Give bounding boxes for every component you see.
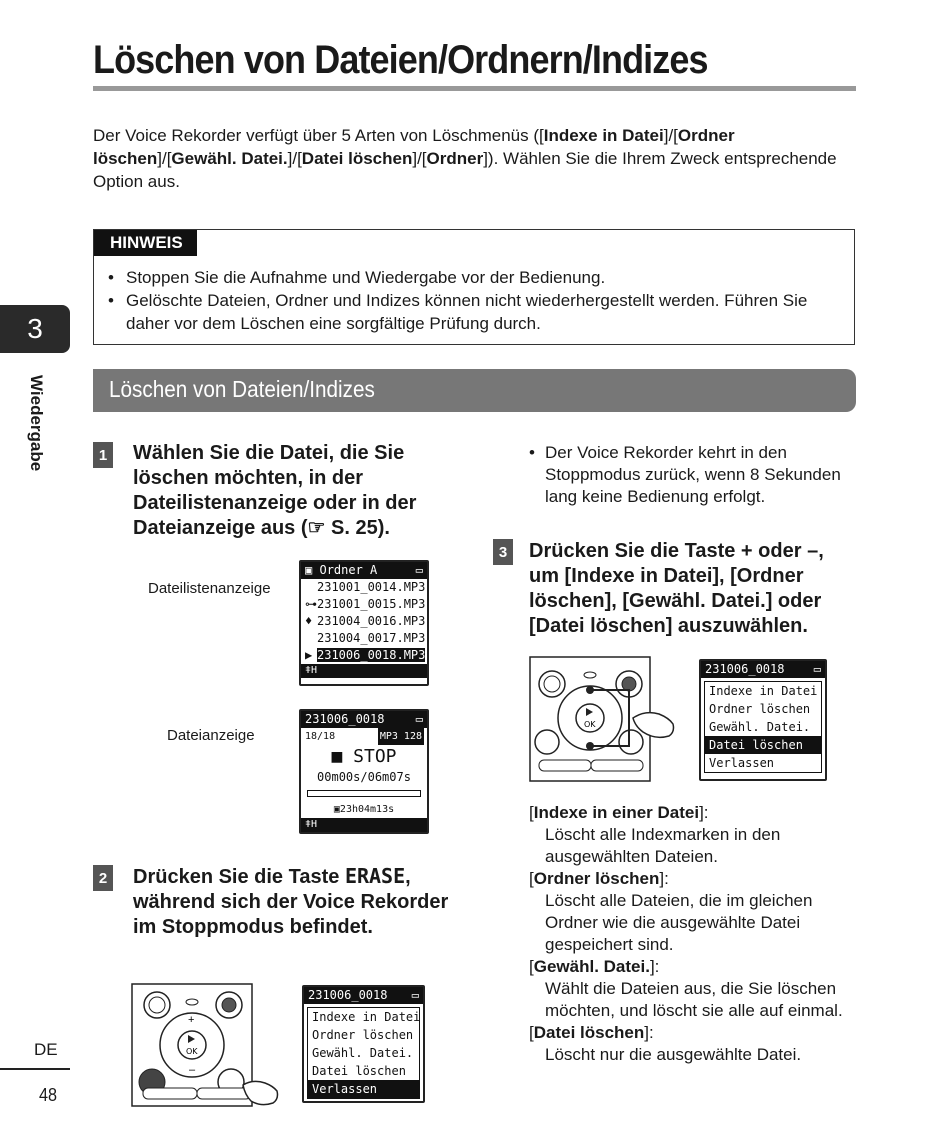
definition-desc: Löscht alle Indexmarken in den ausgewählten Dateien. [545, 825, 781, 866]
lcd-header: 231006_0018 ▭ [301, 711, 427, 728]
svg-text:–: – [189, 1064, 196, 1076]
folder-icon: ▣ [305, 563, 313, 577]
lcd-menu-item-selected: Datei löschen [705, 736, 821, 754]
battery-icon: ▭ [411, 988, 419, 1002]
definition-desc: Löscht alle Dateien, die im gleichen Ordner wie die ausgewählte Datei gespeichert sind. [545, 891, 813, 954]
lcd-menu-item: Ordner löschen [312, 1028, 414, 1042]
hinweis-list [106, 266, 841, 335]
lcd-menu [307, 1007, 420, 1099]
definition-term: [Ordner löschen]: [529, 869, 669, 888]
battery-icon: ▭ [813, 662, 821, 676]
label-file-view: Dateianzeige [167, 727, 255, 744]
lcd-menu [704, 681, 822, 773]
lcd-status: ■ STOP [331, 746, 397, 767]
definition-term: [Indexe in einer Datei]: [529, 803, 709, 822]
lcd-menu-item: Gewähl. Datei. [312, 1046, 414, 1060]
lcd-footer: ǂH [301, 818, 427, 832]
lcd-menu-item: Indexe in Datei [312, 1010, 421, 1024]
label-list-view: Dateilistenanzeige [148, 580, 271, 597]
lcd-file-list [299, 560, 429, 686]
lcd-list-row: 231001_0014.MP3 [317, 580, 426, 594]
step-text: Wählen Sie die Datei, die Sie löschen möchten, in der Dateilistenanzeige oder in der Dateianzeige aus (☞ S. 25). [133, 442, 417, 539]
svg-text:OK: OK [186, 1047, 198, 1056]
lcd-menu-item: Ordner löschen [709, 702, 811, 716]
svg-text:OK: OK [584, 720, 596, 729]
chapter-label: Wiedergabe [27, 375, 46, 472]
lcd-list-row: ♦ 231004_0016.MP3 [305, 614, 426, 628]
intro-paragraph: Der Voice Rekorder verfügt über 5 Arten von Löschmenüs ([Indexe in Datei]/[Ordner löschen]/[Gewähl. Datei.]/[Datei löschen]/[Ordner]). Wählen Sie die Ihrem Zweck entsprechende Option aus. [93, 126, 837, 191]
lcd-list-row: ⊶231001_0015.MP3 [305, 597, 426, 611]
hinweis-item: • Gelöschte Dateien, Ordner und Indizes können nicht wiederhergestellt werden. Führen Sie daher vor dem Löschen eine sorgfältige Prüfung durch. [106, 289, 841, 335]
play-icon: ▶ [305, 648, 313, 662]
right-bullet: • Der Voice Rekorder kehrt in den Stoppmodus zurück, wenn 8 Sekunden lang keine Bedienung erfolgt. [529, 442, 875, 508]
lcd-header: ▣ Ordner A ▭ [301, 562, 427, 579]
svg-text:+: + [188, 1014, 195, 1026]
page-title: Löschen von Dateien/Ordnern/Indizes [93, 38, 708, 82]
step-text: Drücken Sie die Taste + oder –, um [Indexe in Datei], [Ordner löschen], [Gewähl. Datei.] oder [Datei löschen] auszuwählen. [529, 540, 824, 637]
index-icon: ♦ [305, 614, 313, 628]
title-rule [93, 86, 856, 91]
battery-icon: ▭ [415, 712, 423, 726]
lcd-file-view [299, 709, 429, 834]
lock-icon: ⊶ [305, 597, 317, 611]
section-header [93, 369, 856, 412]
lcd-menu-item: Indexe in Datei [709, 684, 818, 698]
page-number: 48 [39, 1085, 58, 1105]
lcd-list-row-selected: ▶ 231006_0018.MP3 [305, 648, 426, 662]
definition-list [529, 802, 859, 1066]
lcd-menu-item: Gewähl. Datei. [709, 720, 811, 734]
section-title: Löschen von Dateien/Indizes [109, 376, 375, 402]
lcd-erase-menu-2 [699, 659, 827, 781]
hinweis-box [93, 229, 855, 345]
device-buttons-erase [131, 983, 281, 1109]
lcd-header: 231006_0018 ▭ [304, 987, 423, 1004]
step-number: 2 [93, 865, 113, 891]
step-text: Drücken Sie die Taste ERASE, während sich der Voice Rekorder im Stoppmodus befindet. [133, 864, 449, 938]
lcd-info-row: 18/18 MP3 128 [301, 728, 427, 745]
lcd-progress-bar [307, 790, 421, 797]
chapter-number: 3 [27, 313, 43, 344]
lcd-remain: ▣23h04m13s [333, 804, 395, 815]
lcd-menu-item: Verlassen [709, 756, 775, 770]
chapter-tab [0, 305, 70, 353]
hinweis-item: • Stoppen Sie die Aufnahme und Wiedergabe vor der Bedienung. [106, 266, 841, 289]
lcd-menu-item: Datei löschen [312, 1064, 406, 1078]
hinweis-tag: HINWEIS [94, 230, 197, 256]
step-number: 1 [93, 442, 113, 468]
lcd-list-row: 231004_0017.MP3 [317, 631, 426, 645]
lcd-footer: ǂH [301, 664, 427, 678]
language-label: DE [34, 1040, 58, 1059]
lcd-header: 231006_0018 ▭ [701, 661, 825, 678]
lcd-menu-item-selected: Verlassen [308, 1080, 419, 1098]
definition-desc: Wählt die Dateien aus, die Sie löschen möchten, und löscht sie alle auf einmal. [545, 979, 843, 1020]
definition-term: [Datei löschen]: [529, 1023, 654, 1042]
lcd-erase-menu-1 [302, 985, 425, 1103]
definition-term: [Gewähl. Datei.]: [529, 957, 660, 976]
definition-desc: Löscht nur die ausgewählte Datei. [545, 1045, 802, 1064]
remain-icon: ▣ [333, 804, 340, 815]
footer-rule [0, 1068, 70, 1070]
battery-icon: ▭ [415, 563, 423, 577]
device-buttons-plus-minus [529, 656, 679, 784]
step-number: 3 [493, 539, 513, 565]
lcd-time: 00m00s/06m07s [317, 770, 411, 784]
